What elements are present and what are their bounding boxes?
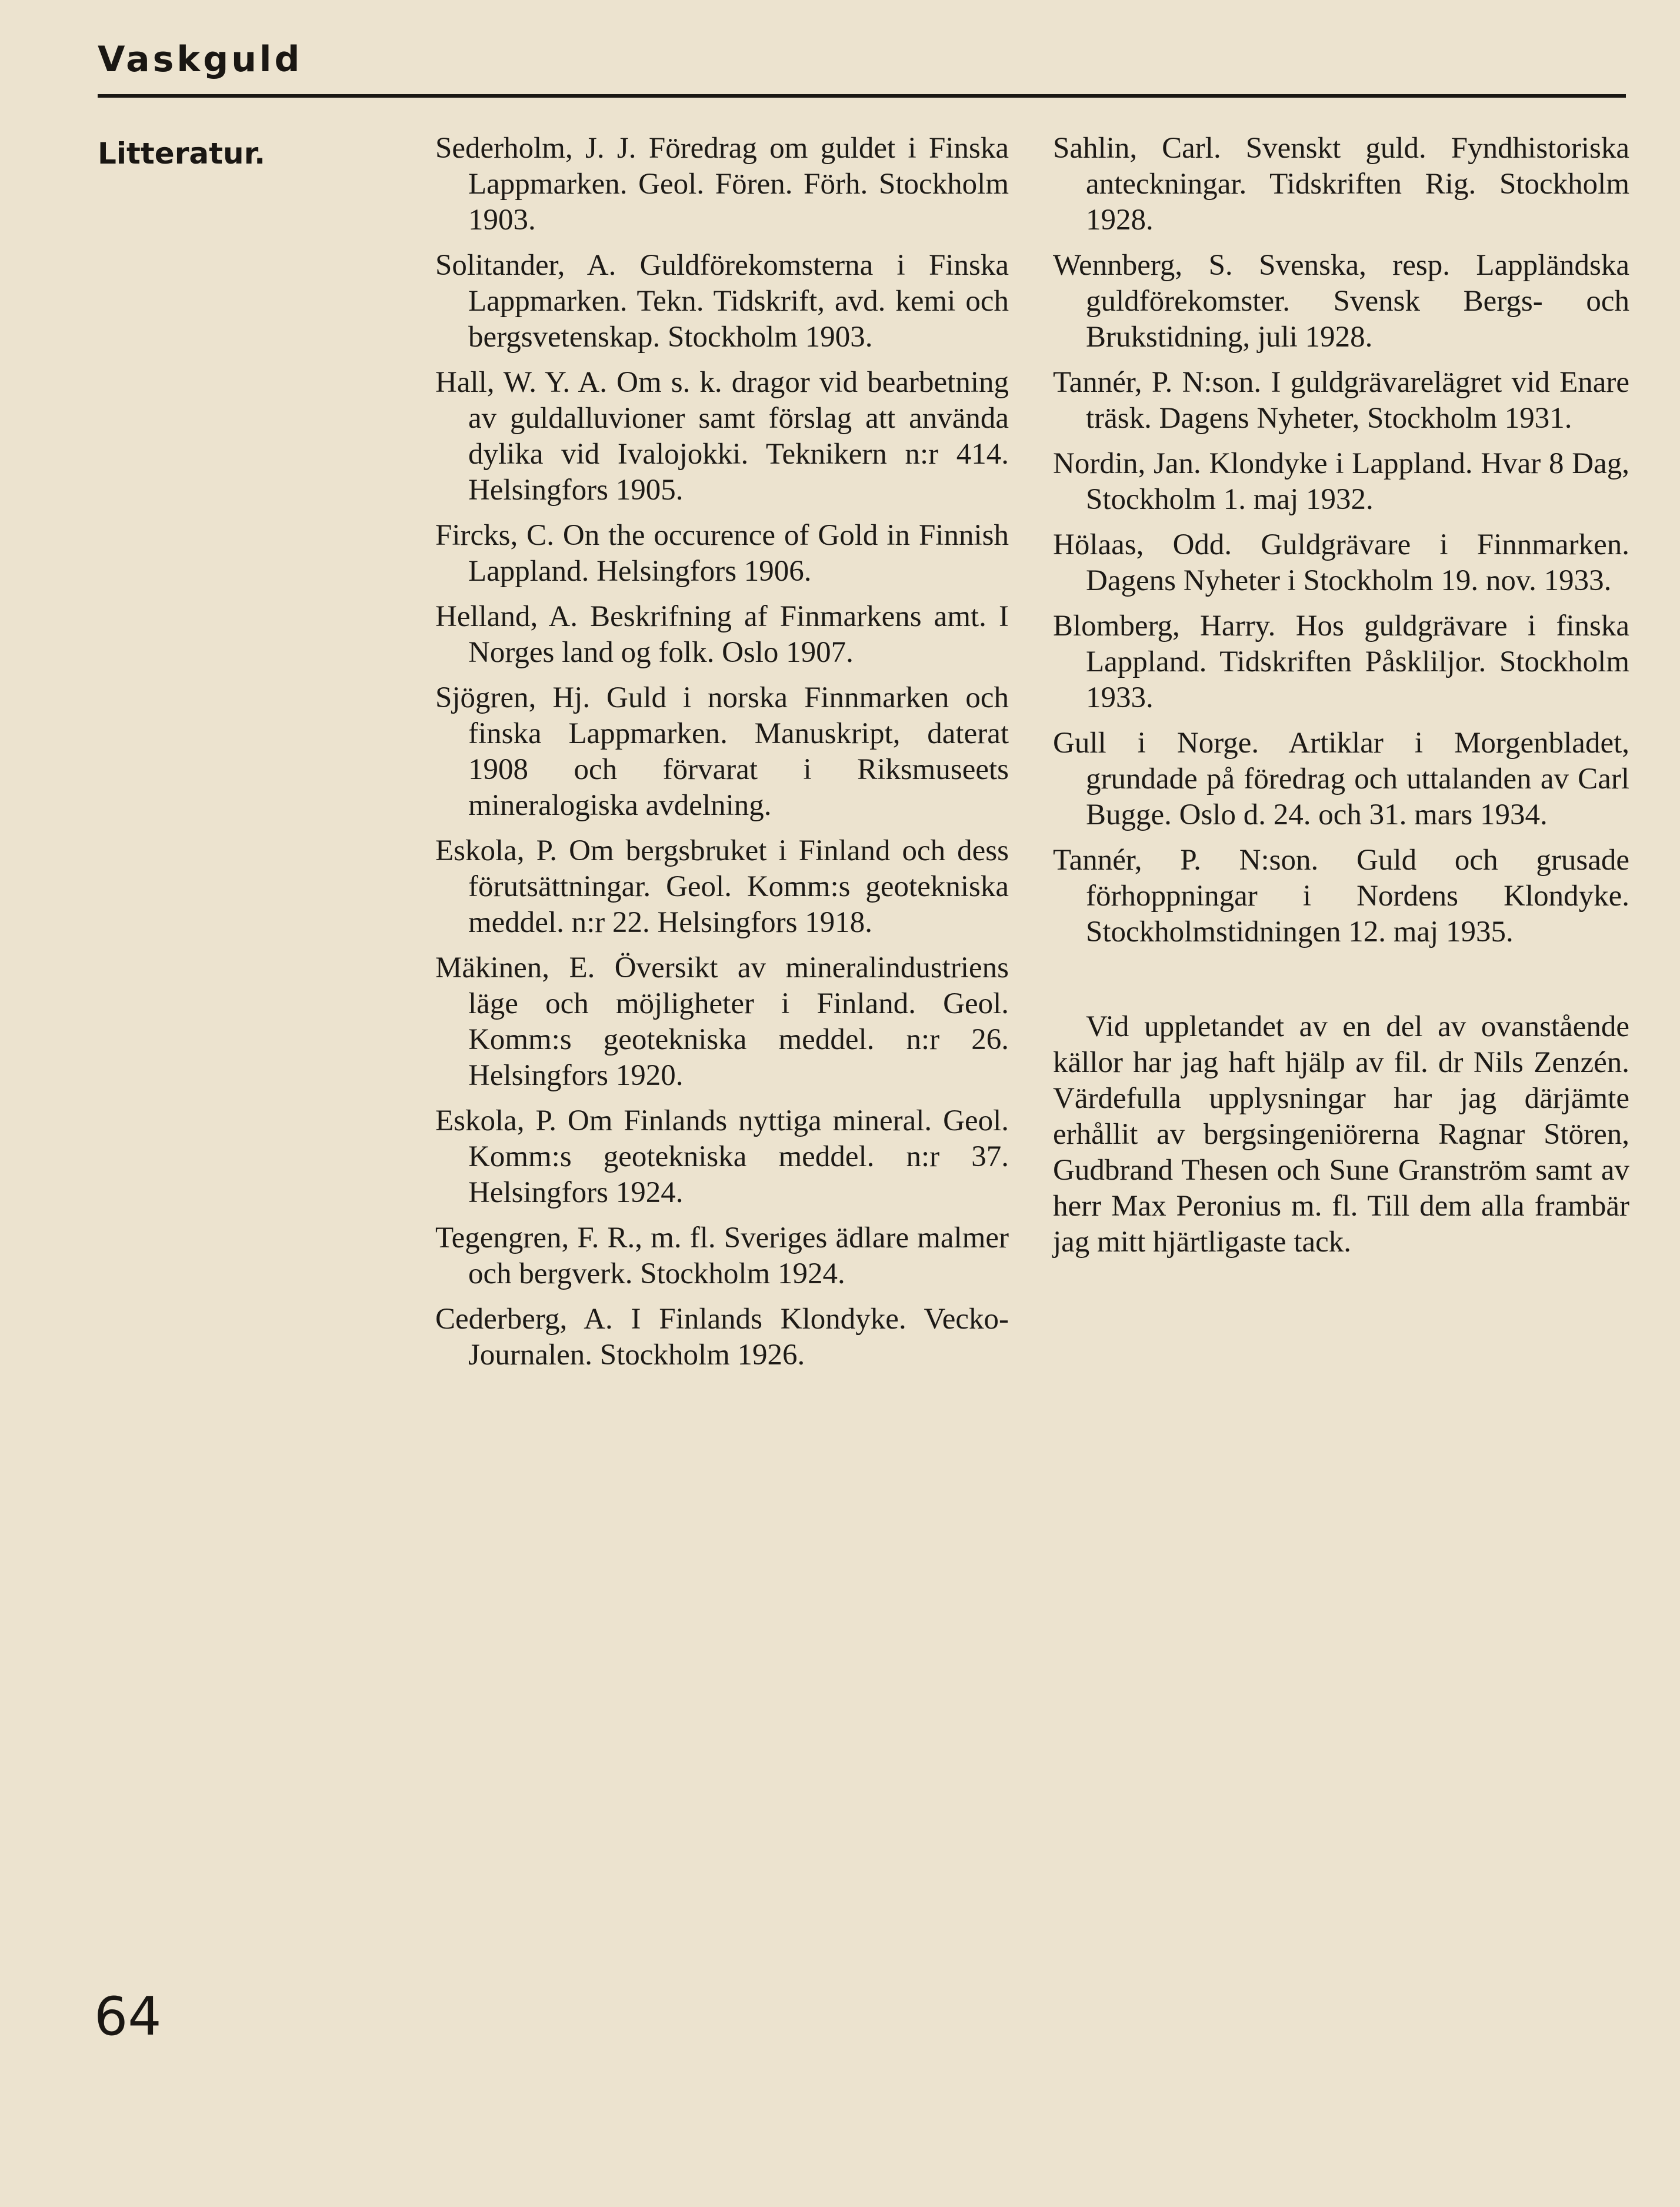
- reference-entry: Gull i Norge. Artiklar i Morgenbladet, grundade på föredrag och uttalanden av Carl Bugge. Oslo d. 24. och 31. mars 1934.: [1053, 727, 1629, 831]
- reference-entry: Tannér, P. N:son. I guldgrävarelägret vid Enare träsk. Dagens Nyheter, Stockholm 1931.: [1053, 366, 1629, 435]
- reference-entry: Sederholm, J. J. Föredrag om guldet i Finska Lappmarken. Geol. Fören. Förh. Stockholm 1903.: [435, 132, 1009, 237]
- reference-entry: Tegengren, F. R., m. fl. Sveriges ädlare malmer och bergverk. Stockholm 1924.: [435, 1221, 1009, 1290]
- reference-entry: Eskola, P. Om bergsbruket i Finland och dess förutsättningar. Geol. Komm:s geotekniska meddel. n:r 22. Helsingfors 1918.: [435, 834, 1009, 939]
- reference-entry: Helland, A. Beskrifning af Finmarkens amt. I Norges land og folk. Oslo 1907.: [435, 600, 1009, 669]
- reference-entry: Hall, W. Y. A. Om s. k. dragor vid bearbetning av guldalluvioner samt förslag att använda dylika vid Ivalojokki. Teknikern n:r 414. Helsingfors 1905.: [435, 366, 1009, 507]
- header-rule: [98, 94, 1626, 98]
- running-head: Vaskguld: [98, 39, 303, 80]
- references-column-2: [1053, 131, 1629, 1290]
- reference-entry: Mäkinen, E. Översikt av mineralindustriens läge och möjligheter i Finland. Geol. Komm:s geotekniska meddel. n:r 26. Helsingfors 1920.: [435, 951, 1009, 1092]
- reference-entry: Sjögren, Hj. Guld i norska Finnmarken och finska Lappmarken. Manuskript, daterat 1908 och förvarat i Riksmuseets mineralogiska avdelning.: [435, 681, 1009, 822]
- section-label: Litteratur.: [98, 137, 266, 171]
- reference-entry: Fircks, C. On the occurence of Gold in Finnish Lappland. Helsingfors 1906.: [435, 519, 1009, 588]
- reference-entry: Wennberg, S. Svenska, resp. Lappländska guldförekomster. Svensk Bergs- och Brukstidning, juli 1928.: [1053, 249, 1629, 354]
- reference-entry: Tannér, P. N:son. Guld och grusade förhoppningar i Nordens Klondyke. Stockholmstidningen 12. maj 1935.: [1053, 844, 1629, 948]
- reference-entry: Solitander, A. Guldförekomsterna i Finska Lappmarken. Tekn. Tidskrift, avd. kemi och bergsvetenskap. Stockholm 1903.: [435, 249, 1009, 354]
- page-number: 64: [94, 1986, 162, 2048]
- reference-entry: Eskola, P. Om Finlands nyttiga mineral. Geol. Komm:s geotekniska meddel. n:r 37. Helsingfors 1924.: [435, 1104, 1009, 1209]
- reference-entry: Cederberg, A. I Finlands Klondyke. Vecko-Journalen. Stockholm 1926.: [435, 1303, 1009, 1372]
- reference-entry: Blomberg, Harry. Hos guldgrävare i finska Lappland. Tidskriften Påskliljor. Stockholm 1933.: [1053, 610, 1629, 714]
- reference-entry: Hölaas, Odd. Guldgrävare i Finnmarken. Dagens Nyheter i Stockholm 19. nov. 1933.: [1053, 528, 1629, 597]
- acknowledgement-paragraph: Vid uppletandet av en del av ovanstående källor har jag haft hjälp av fil. dr Nils Zenzén. Värdefulla upplysningar har jag därjämte erhållit av bergsingeniörerna Ragnar Stören, Gudbrand Thesen och Sune Granström samt av herr Max Peronius m. fl. Till dem alla frambär jag mitt hjärtligaste tack.: [1053, 1010, 1629, 1259]
- reference-entry: Nordin, Jan. Klondyke i Lappland. Hvar 8 Dag, Stockholm 1. maj 1932.: [1053, 447, 1629, 516]
- reference-entry: Sahlin, Carl. Svenskt guld. Fyndhistoriska anteckningar. Tidskriften Rig. Stockholm 1928.: [1053, 132, 1629, 237]
- references-column-1: [435, 131, 1009, 1383]
